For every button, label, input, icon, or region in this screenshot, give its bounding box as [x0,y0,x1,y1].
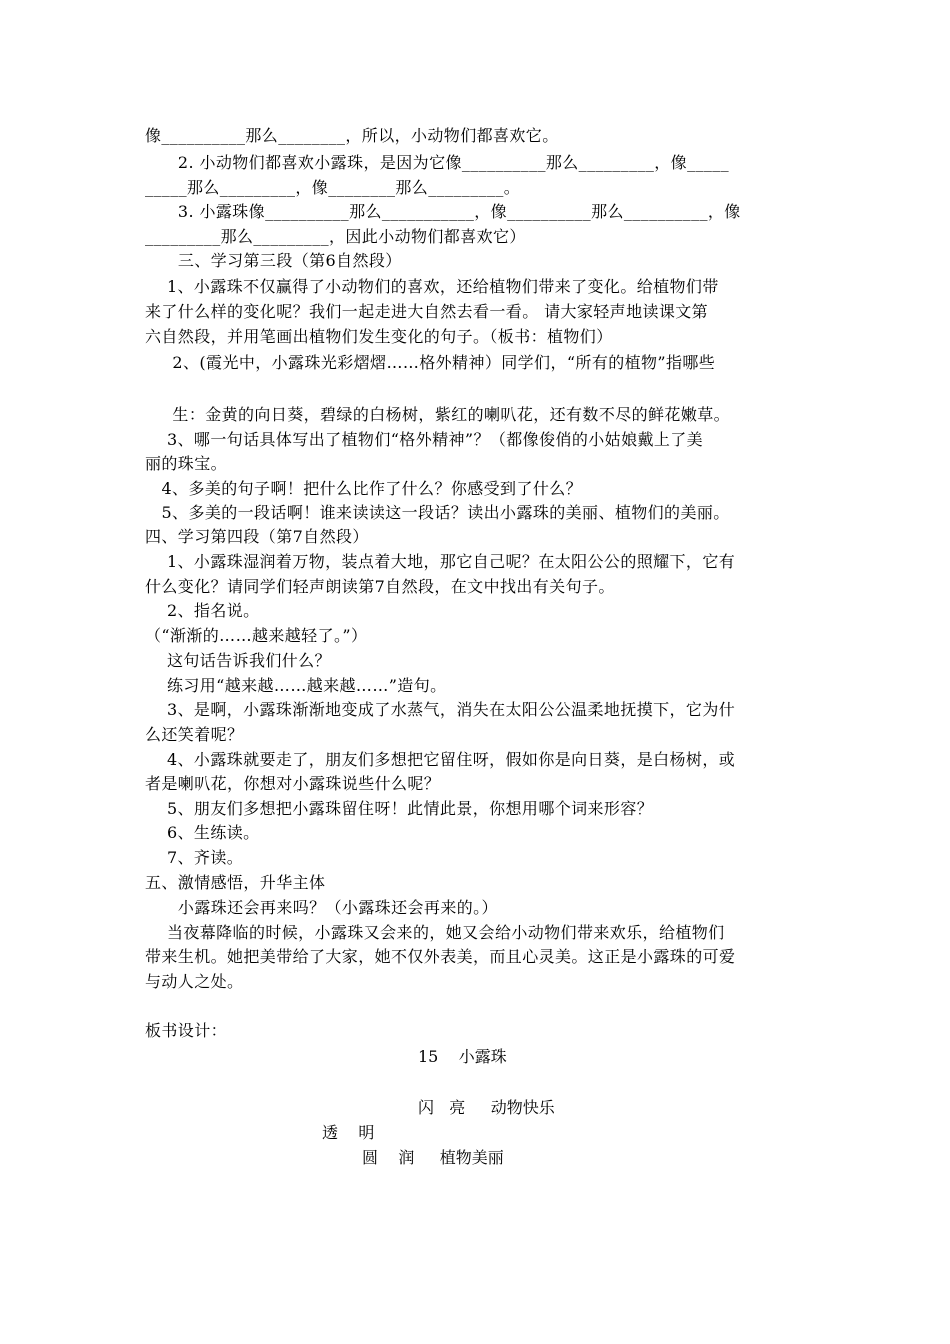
text-line: 2. 小动物们都喜欢小露珠，是因为它像__________那么_________，像_____ [145,153,730,172]
text-line: _____那么_________，像________那么_________。 [145,178,521,197]
text-line: 与动人之处。 [145,972,244,991]
text-line: 当夜幕降临的时候，小露珠又会来的，她又会给小动物们带来欢乐，给植物们 [145,923,725,942]
section-heading: 五、激情感悟，升华主体 [145,873,326,892]
text-line: 练习用“越来越……越来越……”造句。 [145,676,447,695]
board-row-shiny: 闪 亮 动物快乐 [418,1098,555,1117]
text-line: 来了什么样的变化呢？我们一起走进大自然去看一看。 请大家轻声地读课文第 [145,302,709,321]
text-line: 3、哪一句话具体写出了植物们“格外精神”？（都像俊俏的小姑娘戴上了美 [145,430,704,449]
board-row-round: 圆 润 植物美丽 [362,1148,504,1167]
text-line: 丽的珠宝。 [145,454,228,473]
board-title: 15 小露珠 [418,1047,507,1066]
text-line: 生：金黄的向日葵，碧绿的白杨树，紫红的喇叭花，还有数不尽的鲜花嫩草。 [145,405,731,424]
text-line: 么还笑着呢？ [145,725,244,744]
board-design-label: 板书设计： [145,1021,228,1040]
text-line: 3、是啊，小露珠渐渐地变成了水蒸气，消失在太阳公公温柔地抚摸下，它为什 [145,700,736,719]
text-line: 6、生练读。 [145,823,260,842]
text-line: 4、多美的句子啊！把什么比作了什么？你感受到了什么？ [145,479,583,498]
board-row-transparent: 透 明 [322,1123,375,1142]
text-line: _________那么_________，因此小动物们都喜欢它） [145,227,526,246]
text-line: 者是喇叭花，你想对小露珠说些什么呢？ [145,774,441,793]
text-line: （“渐渐的……越来越轻了。”） [145,626,368,645]
text-line: 1、小露珠湿润着万物，装点着大地，那它自己呢？在太阳公公的照耀下，它有 [145,552,736,571]
text-line: 5、多美的一段话啊！谁来读读这一段话？读出小露珠的美丽、植物们的美丽。 [145,503,730,522]
text-line: 1、小露珠不仅赢得了小动物们的喜欢，还给植物们带来了变化。给植物们带 [145,277,719,296]
text-line: 7、齐读。 [145,848,244,867]
text-line: 六自然段，并用笔画出植物们发生变化的句子。（板书：植物们） [145,327,613,346]
text-line: 这句话告诉我们什么？ [145,651,331,670]
text-line: 带来生机。她把美带给了大家，她不仅外表美，而且心灵美。这正是小露珠的可爱 [145,947,736,966]
text-line: 4、小露珠就要走了，朋友们多想把它留住呀，假如你是向日葵，是白杨树，或 [145,750,736,769]
text-line: 5、朋友们多想把小露珠留住呀！此情此景，你想用哪个词来形容？ [145,799,654,818]
text-line: 3. 小露珠像__________那么___________，像__________那么__________，像 [145,202,741,221]
section-heading: 四、学习第四段（第7自然段） [145,527,369,546]
text-line: 2、(霞光中，小露珠光彩熠熠……格外精神）同学们，“所有的植物”指哪些 [145,353,716,372]
text-line: 什么变化？请同学们轻声朗读第7自然段，在文中找出有关句子。 [145,577,615,596]
text-line: 像__________那么________，所以，小动物们都喜欢它。 [145,126,559,145]
text-line: 小露珠还会再来吗？（小露珠还会再来的。） [145,898,498,917]
section-heading: 三、学习第三段（第6自然段） [145,251,402,270]
text-line: 2、指名说。 [145,601,260,620]
